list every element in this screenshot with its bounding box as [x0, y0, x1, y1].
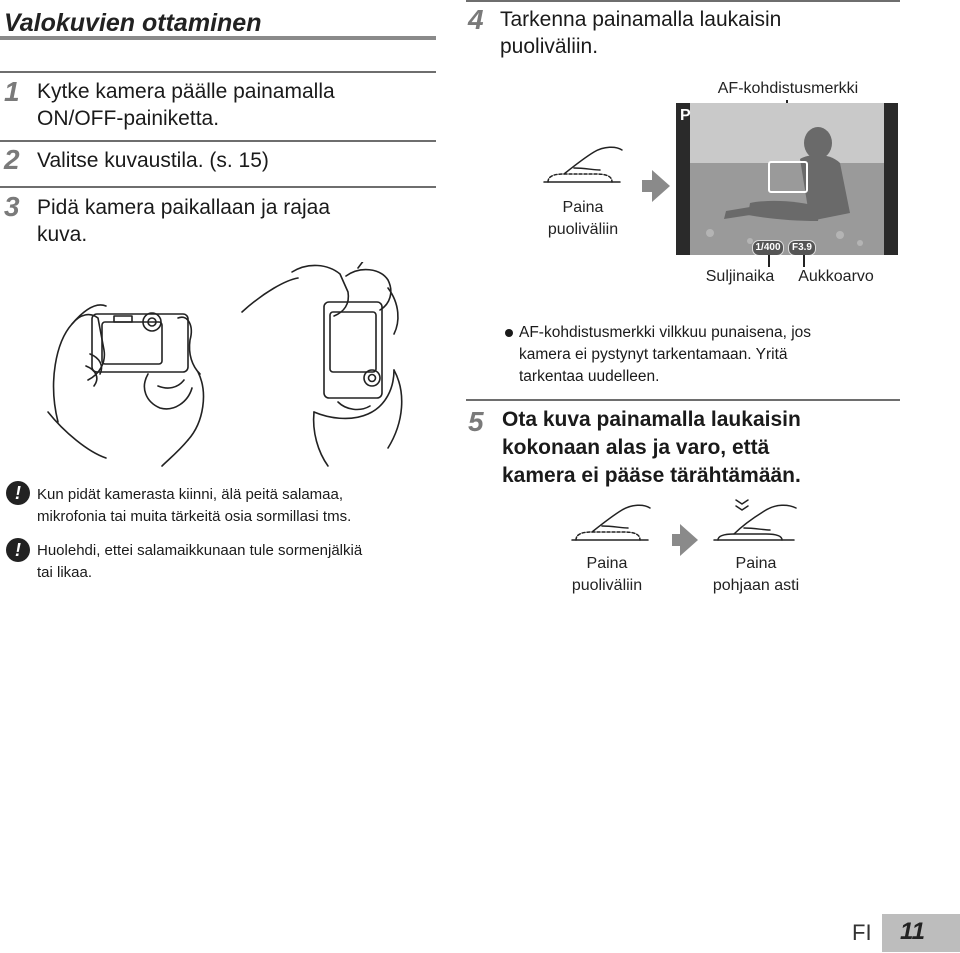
half-press-shutter-icon [534, 140, 630, 192]
step-4-text [500, 6, 781, 60]
warning-line: tai likaa. [37, 564, 93, 581]
caption-line: Paina [735, 555, 777, 572]
note-line: tarkentaa uudelleen. [519, 368, 660, 385]
step-number: 1 [4, 76, 20, 107]
warning-icon: ! [6, 481, 30, 505]
caption-line: Paina [586, 555, 628, 572]
aperture-label: Aukkoarvo [798, 268, 874, 285]
step-3-line: Pidä kamera paikallaan ja rajaa [37, 196, 331, 219]
shooting-mode-indicator: P [680, 107, 691, 124]
aperture-readout: F3.9 [788, 240, 816, 255]
warning-icon: ! [6, 538, 30, 562]
step-3-text [37, 194, 330, 248]
arrow-right-icon [680, 524, 698, 556]
note-line: kamera ei pystynyt tarkentamaan. Yritä [519, 346, 788, 363]
step-1-line: ON/OFF-painiketta. [37, 107, 220, 130]
warning-text [37, 484, 351, 528]
half-press-caption [520, 197, 646, 241]
divider [466, 0, 900, 2]
half-press-caption [552, 553, 662, 597]
full-press-shutter-icon [706, 494, 806, 552]
step-5-line: kokonaan alas ja varo, että [502, 436, 770, 459]
caption-line: Paina [562, 199, 604, 216]
step-5-line: kamera ei pääse tärähtämään. [502, 464, 801, 487]
page-title: Valokuvien ottaminen [4, 9, 262, 37]
af-note-text [519, 322, 811, 388]
step-number: 5 [468, 406, 484, 437]
warning-line: mikrofonia tai muita tärkeitä osia sormillasi tms. [37, 508, 352, 525]
step-4-line: Tarkenna painamalla laukaisin [500, 8, 782, 31]
step-number: 4 [468, 4, 484, 35]
caption-line: puoliväliin [571, 577, 643, 594]
warning-line: Huolehdi, ettei salamaikkunaan tule sormenjälkiä [37, 542, 363, 559]
step-5-text [502, 406, 801, 490]
page-number: 11 [900, 918, 925, 945]
caption-line: pohjaan asti [712, 577, 800, 594]
divider [466, 399, 900, 401]
shutter-speed-label: Suljinaika [705, 268, 775, 285]
step-5-line: Ota kuva painamalla laukaisin [502, 408, 801, 431]
divider [0, 186, 436, 188]
half-press-shutter-icon [564, 500, 660, 552]
step-number: 3 [4, 191, 20, 222]
step-2-text: Valitse kuvaustila. (s. 15) [37, 149, 269, 172]
arrow-right-icon [652, 170, 670, 202]
language-code: FI [852, 920, 872, 945]
shutter-speed-readout: 1/400 [752, 240, 784, 255]
warning-line: Kun pidät kamerasta kiinni, älä peitä salamaa, [37, 486, 344, 503]
af-target-label: AF-kohdistusmerkki [717, 80, 859, 97]
step-4-line: puoliväliin. [500, 35, 599, 58]
step-3-line: kuva. [37, 223, 88, 246]
camera-lcd-preview [676, 103, 898, 255]
full-press-caption [696, 553, 816, 597]
divider [0, 140, 436, 142]
af-target-frame [768, 161, 808, 193]
step-1-line: Kytke kamera päälle painamalla [37, 80, 335, 103]
note-line: AF-kohdistusmerkki vilkkuu punaisena, jos [519, 324, 812, 341]
divider [0, 71, 436, 73]
bullet-icon [505, 329, 513, 337]
camera-holding-illustration [28, 262, 438, 472]
step-number: 2 [4, 144, 20, 175]
caption-line: puoliväliin [547, 221, 619, 238]
step-1-text [37, 78, 335, 132]
warning-text [37, 540, 362, 584]
